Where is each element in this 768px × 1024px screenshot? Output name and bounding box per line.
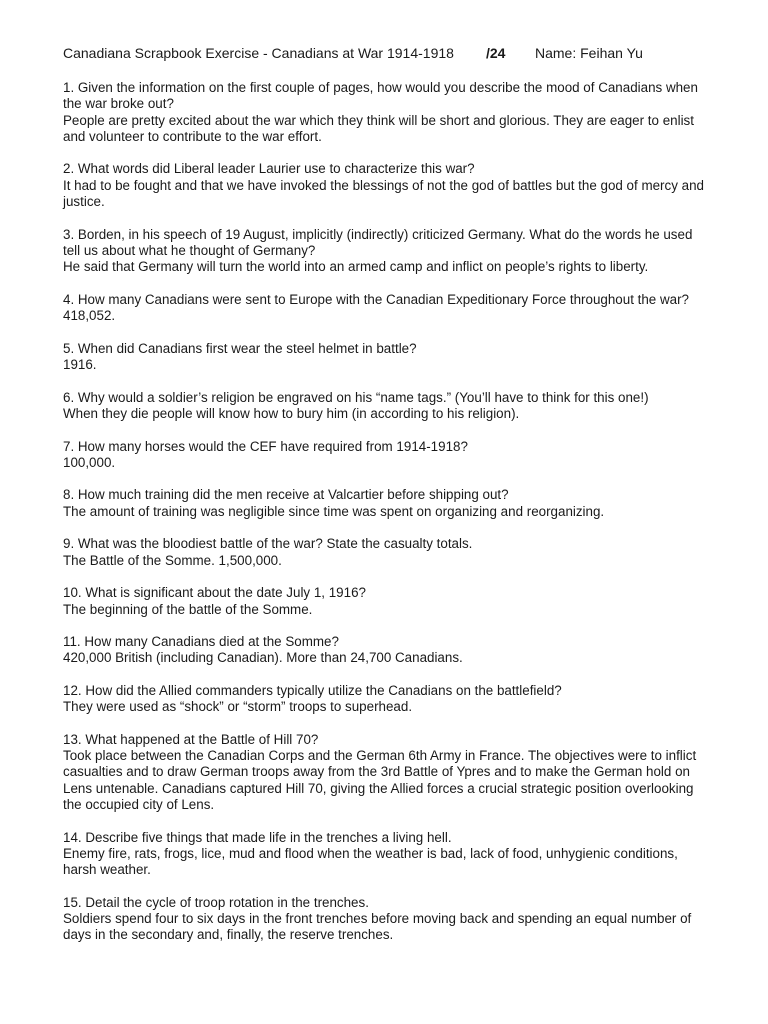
answer-text: Took place between the Canadian Corps and the German 6th Army in France. The objectives were to inflict casualties and to draw German troops away from the 3rd Battle of Ypres and to make the German hold on Lens untenable. Canadians captured Hill 70, giving the Allied forces a crucial strategic position overlooking the occupied city of Lens. xyxy=(63,748,697,813)
question-item xyxy=(63,830,708,879)
question-item xyxy=(63,390,708,423)
question-item xyxy=(63,732,708,813)
question-item xyxy=(63,487,708,520)
answer-text: 418,052. xyxy=(63,308,116,324)
answer-text: The Battle of the Somme. 1,500,000. xyxy=(63,552,282,568)
question-text: 7. How many horses would the CEF have required from 1914-1918? xyxy=(63,438,468,454)
question-text: 9. What was the bloodiest battle of the war? State the casualty totals. xyxy=(63,536,473,552)
student-name: Name: Feihan Yu xyxy=(535,45,643,61)
answer-text: The amount of training was negligible since time was spent on organizing and reorganizing. xyxy=(63,503,605,519)
answer-text: People are pretty excited about the war which they think will be short and glorious. They are eager to enlist and volunteer to contribute to the war effort. xyxy=(63,112,694,144)
question-item xyxy=(63,895,708,944)
question-text: 13. What happened at the Battle of Hill 70? xyxy=(63,731,319,747)
answer-text: Soldiers spend four to six days in the front trenches before moving back and spending an equal number of days in the secondary and, finally, the reserve trenches. xyxy=(63,911,692,943)
answer-text: 1916. xyxy=(63,357,97,373)
question-text: 3. Borden, in his speech of 19 August, implicitly (indirectly) criticized Germany. What do the words he used tell us about what he thought of Germany? xyxy=(63,226,693,258)
answer-text: 420,000 British (including Canadian). More than 24,700 Canadians. xyxy=(63,650,463,666)
question-item xyxy=(63,634,708,667)
answer-text: It had to be fought and that we have invoked the blessings of not the god of battles but the god of mercy and justice. xyxy=(63,177,704,210)
question-text: 5. When did Canadians first wear the steel helmet in battle? xyxy=(63,340,417,356)
answer-text: He said that Germany will turn the world into an armed camp and inflict on people’s rights to liberty. xyxy=(63,259,649,275)
score-total: /24 xyxy=(486,45,506,61)
question-item xyxy=(63,683,708,716)
question-item xyxy=(63,161,708,210)
question-text: 6. Why would a soldier’s religion be engraved on his “name tags.” (You’ll have to think for this one!) xyxy=(63,389,649,405)
question-text: 1. Given the information on the first couple of pages, how would you describe the mood of Canadians when the war broke out? xyxy=(63,80,698,112)
worksheet-title: Canadiana Scrapbook Exercise - Canadians at War 1914-1918 xyxy=(63,45,454,61)
question-text: 14. Describe five things that made life in the trenches a living hell. xyxy=(63,829,452,845)
answer-text: 100,000. xyxy=(63,454,116,470)
question-text: 11. How many Canadians died at the Somme? xyxy=(63,634,339,650)
answer-text: They were used as “shock” or “storm” troops to superhead. xyxy=(63,699,413,715)
question-text: 2. What words did Liberal leader Laurier use to characterize this war? xyxy=(63,161,475,177)
answer-text: Enemy fire, rats, frogs, lice, mud and flood when the weather is bad, lack of food, unhygienic conditions, harsh weather. xyxy=(63,845,678,878)
question-text: 15. Detail the cycle of troop rotation in the trenches. xyxy=(63,894,369,910)
question-item xyxy=(63,585,708,618)
question-item xyxy=(63,227,708,276)
question-text: 10. What is significant about the date July 1, 1916? xyxy=(63,585,366,601)
answer-text: The beginning of the battle of the Somme. xyxy=(63,601,313,617)
question-item xyxy=(63,292,708,325)
question-text: 4. How many Canadians were sent to Europe with the Canadian Expeditionary Force throughout the war? xyxy=(63,291,689,307)
question-item xyxy=(63,439,708,472)
question-item xyxy=(63,536,708,569)
question-text: 8. How much training did the men receive at Valcartier before shipping out? xyxy=(63,487,509,503)
question-list xyxy=(63,80,708,960)
question-item xyxy=(63,80,708,145)
question-text: 12. How did the Allied commanders typically utilize the Canadians on the battlefield? xyxy=(63,682,562,698)
question-item xyxy=(63,341,708,374)
answer-text: When they die people will know how to bury him (in according to his religion). xyxy=(63,405,520,421)
